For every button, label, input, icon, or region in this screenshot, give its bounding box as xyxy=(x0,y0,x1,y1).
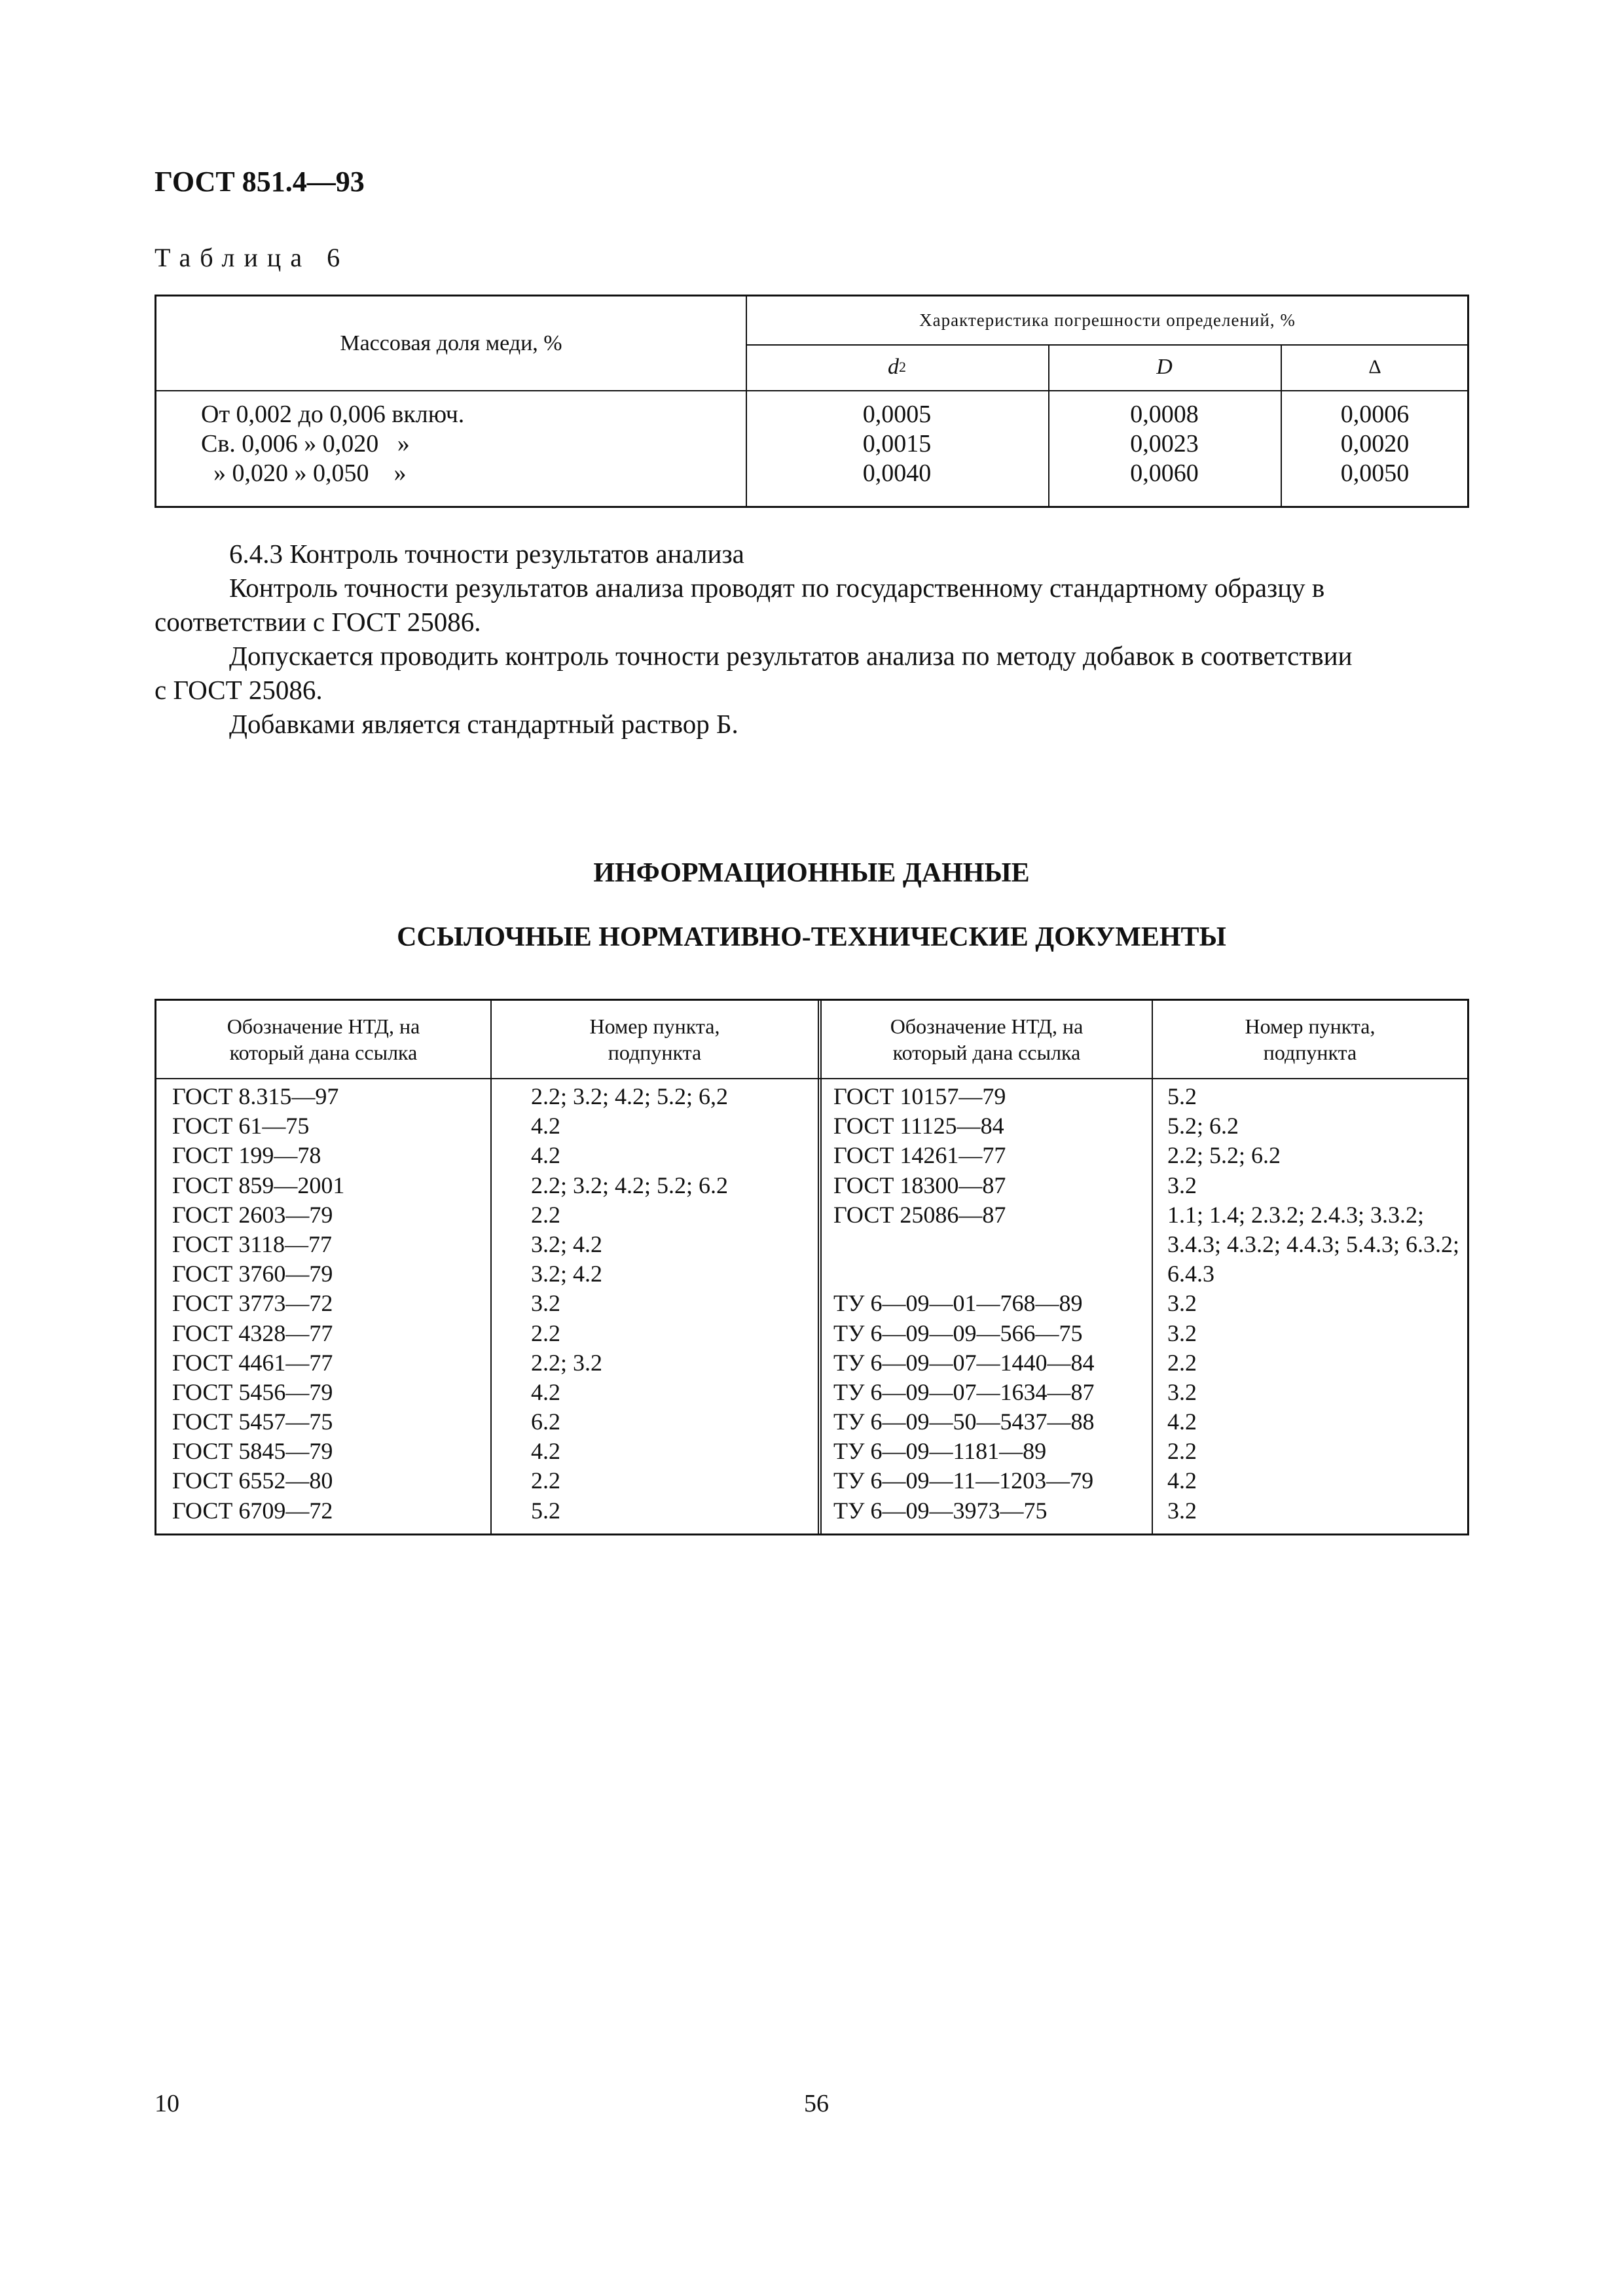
document-code: ГОСТ 851.4—93 xyxy=(155,166,365,198)
list-item: ГОСТ 199—78 xyxy=(172,1142,321,1169)
list-item: ГОСТ 8.315—97 xyxy=(172,1083,339,1109)
info-subtitle: ССЫЛОЧНЫЕ НОРМАТИВНО-ТЕХНИЧЕСКИЕ ДОКУМЕНТЫ xyxy=(397,922,1226,952)
list-item: 2.2; 5.2; 6.2 xyxy=(1167,1142,1281,1169)
list-item: 2.2 xyxy=(531,1319,560,1346)
header-designation-right xyxy=(822,1001,1152,1078)
table-cell: 0,0050 xyxy=(1340,459,1410,487)
table-cell: 0,0006 xyxy=(1340,401,1410,428)
table-cell: 0,0040 xyxy=(862,459,932,487)
list-item: ГОСТ 4328—77 xyxy=(172,1319,333,1346)
column-left-clauses xyxy=(531,1082,728,1526)
list-item: ГОСТ 3773—72 xyxy=(172,1290,333,1317)
list-item: ГОСТ 18300—87 xyxy=(833,1172,1006,1198)
header-designation-left xyxy=(156,1001,490,1078)
header-mass-fraction: Массовая доля меди, % xyxy=(340,331,562,355)
list-item: ТУ 6—09—01—768—89 xyxy=(833,1290,1083,1317)
table-cell: 0,0008 xyxy=(1130,401,1199,428)
list-item: ГОСТ 5845—79 xyxy=(172,1438,333,1465)
list-item: 2.2; 3.2 xyxy=(531,1349,603,1376)
list-item: 2.2 xyxy=(531,1201,560,1228)
list-item: 6.2 xyxy=(531,1408,560,1435)
list-item: 3.2 xyxy=(531,1290,560,1317)
table-cell: 0,0005 xyxy=(862,401,932,428)
header-line: подпункта xyxy=(1263,1041,1357,1064)
list-item: 4.2 xyxy=(531,1142,560,1169)
header-clause-left xyxy=(492,1001,818,1078)
table-cell: 0,0023 xyxy=(1130,430,1199,457)
list-item: ГОСТ 10157—79 xyxy=(833,1083,1006,1109)
list-item: ТУ 6—09—3973—75 xyxy=(833,1497,1048,1524)
list-item: ГОСТ 3118—77 xyxy=(172,1230,333,1257)
column-left-docs xyxy=(172,1082,344,1526)
list-item: 3.2 xyxy=(1167,1497,1197,1524)
list-item: ТУ 6—09—07—1440—84 xyxy=(833,1349,1095,1376)
list-item: 4.2 xyxy=(531,1438,560,1465)
list-item: 2.2 xyxy=(1167,1349,1197,1376)
table-cell: От 0,002 до 0,006 включ. xyxy=(201,401,465,428)
table-6-caption: Таблица 6 xyxy=(155,243,350,272)
column-right-docs xyxy=(833,1082,1094,1526)
list-item: ГОСТ 2603—79 xyxy=(172,1201,333,1228)
list-item: ГОСТ 25086—87 xyxy=(833,1201,1006,1228)
table-cell: 0,0060 xyxy=(1130,459,1199,487)
list-item: ГОСТ 11125—84 xyxy=(833,1113,1004,1139)
column-D xyxy=(1048,400,1281,488)
list-item: 4.2 xyxy=(531,1378,560,1405)
list-item: ТУ 6—09—09—566—75 xyxy=(833,1319,1083,1346)
list-item xyxy=(833,1230,1094,1259)
list-item: ГОСТ 6709—72 xyxy=(172,1497,333,1524)
list-item: 3.2 xyxy=(1167,1290,1197,1317)
column-range xyxy=(201,400,464,488)
table-cell: » 0,020 » 0,050 » xyxy=(201,459,407,487)
paragraph-line: Допускается проводить контроль точности результатов анализа по методу добавок в соответствии xyxy=(229,641,1353,671)
header-line: который дана ссылка xyxy=(229,1041,418,1064)
list-item: ГОСТ 3760—79 xyxy=(172,1261,333,1287)
page-number-left: 10 xyxy=(155,2090,179,2117)
header-line: который дана ссылка xyxy=(892,1041,1081,1064)
list-item: 2.2 xyxy=(1167,1438,1197,1465)
list-item: 5.2 xyxy=(531,1497,560,1524)
list-item: 3.2 xyxy=(1167,1319,1197,1346)
paragraph-line: Контроль точности результатов анализа проводят по государственному стандартному образцу в xyxy=(229,573,1325,603)
info-title: ИНФОРМАЦИОННЫЕ ДАННЫЕ xyxy=(593,858,1030,888)
section-heading-643: 6.4.3 Контроль точности результатов анализа xyxy=(229,539,744,569)
list-item: ГОСТ 6552—80 xyxy=(172,1467,333,1494)
list-item: ТУ 6—09—50—5437—88 xyxy=(833,1408,1095,1435)
header-line: Номер пункта, xyxy=(1245,1014,1376,1038)
table-6 xyxy=(155,295,1469,508)
reference-table-divider xyxy=(818,1001,822,1534)
list-item: ГОСТ 5456—79 xyxy=(172,1378,333,1405)
list-item: 4.2 xyxy=(531,1113,560,1139)
list-item: 4.2 xyxy=(1167,1408,1197,1435)
header-line: Обозначение НТД, на xyxy=(227,1014,420,1038)
list-item: 6.4.3 xyxy=(1167,1261,1214,1287)
list-item: ТУ 6—09—1181—89 xyxy=(833,1438,1047,1465)
header-clause-right xyxy=(1153,1001,1467,1078)
table-cell: Св. 0,006 » 0,020 » xyxy=(201,430,410,457)
column-d2 xyxy=(746,400,1048,488)
list-item: 2.2; 3.2; 4.2; 5.2; 6.2 xyxy=(531,1172,729,1198)
paragraph-line: с ГОСТ 25086. xyxy=(155,675,323,705)
column-right-clauses xyxy=(1167,1082,1459,1526)
list-item: 3.2; 4.2 xyxy=(531,1230,603,1257)
list-item: 2.2 xyxy=(531,1467,560,1494)
list-item xyxy=(833,1259,1094,1289)
list-item: ГОСТ 859—2001 xyxy=(172,1172,345,1198)
page-number-center: 56 xyxy=(804,2090,829,2117)
header-delta: Δ xyxy=(1368,356,1381,378)
list-item: 3.2 xyxy=(1167,1378,1197,1405)
table-cell: 0,0020 xyxy=(1340,430,1410,457)
header-line: подпункта xyxy=(608,1041,702,1064)
list-item: 4.2 xyxy=(1167,1467,1197,1494)
paragraph-line: Добавками является стандартный раствор Б. xyxy=(229,709,739,739)
reference-table-divider xyxy=(490,1001,492,1534)
list-item: ГОСТ 14261—77 xyxy=(833,1142,1006,1169)
list-item: ТУ 6—09—07—1634—87 xyxy=(833,1378,1095,1405)
list-item: 3.2; 4.2 xyxy=(531,1261,603,1287)
reference-table-divider xyxy=(156,1078,1467,1079)
reference-table-divider xyxy=(1152,1001,1153,1534)
list-item: ТУ 6—09—11—1203—79 xyxy=(833,1467,1094,1494)
header-d2-symbol: d xyxy=(888,355,899,379)
table-6-divider xyxy=(156,390,1467,391)
list-item: ГОСТ 5457—75 xyxy=(172,1408,333,1435)
list-item: 3.2 xyxy=(1167,1172,1197,1198)
list-item: 1.1; 1.4; 2.3.2; 2.4.3; 3.3.2; xyxy=(1167,1201,1425,1228)
header-line: Обозначение НТД, на xyxy=(890,1014,1084,1038)
header-d2 xyxy=(746,344,1048,390)
list-item: ГОСТ 4461—77 xyxy=(172,1349,333,1376)
header-d2-subscript: 2 xyxy=(899,359,906,375)
header-error-characteristic: Характеристика погрешности определений, % xyxy=(919,310,1296,330)
column-delta xyxy=(1281,400,1469,488)
header-D: D xyxy=(1156,355,1173,379)
list-item: ГОСТ 61—75 xyxy=(172,1113,310,1139)
list-item: 3.4.3; 4.3.2; 4.4.3; 5.4.3; 6.3.2; xyxy=(1167,1230,1460,1257)
reference-table xyxy=(155,999,1469,1535)
paragraph-line: соответствии с ГОСТ 25086. xyxy=(155,607,481,637)
list-item: 5.2 xyxy=(1167,1083,1197,1109)
list-item: 2.2; 3.2; 4.2; 5.2; 6,2 xyxy=(531,1083,729,1109)
table-cell: 0,0015 xyxy=(862,430,932,457)
list-item: 5.2; 6.2 xyxy=(1167,1113,1239,1139)
header-line: Номер пункта, xyxy=(589,1014,720,1038)
